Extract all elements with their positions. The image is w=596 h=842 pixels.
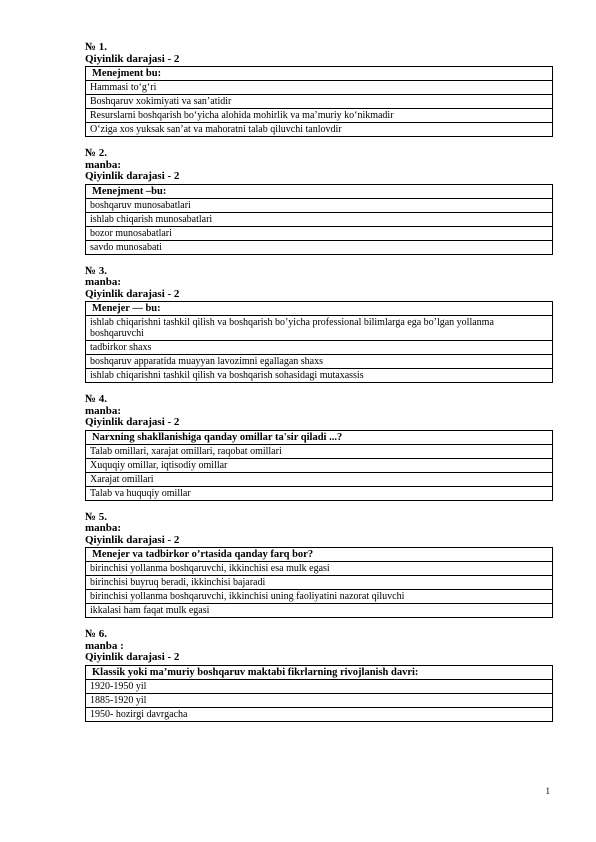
difficulty-level: Qiyinlik darajasi - 2	[85, 287, 180, 300]
answer-row	[86, 458, 553, 472]
question-block	[85, 266, 553, 384]
question-text: Klassik yoki ma’muriy boshqaruv maktabi fikrlarning rivojlanish davri:	[86, 665, 553, 679]
question-text: Menejment bu:	[86, 67, 553, 81]
page-number: 1	[545, 786, 550, 796]
question-number: № 3.	[85, 264, 108, 277]
answer-row	[86, 316, 553, 341]
question-block	[85, 148, 553, 255]
answer-option: Talab omillari, xarajat omillari, raqobat omillari	[86, 444, 553, 458]
answer-row	[86, 341, 553, 355]
question-text: Menejer va tadbirkor o’rtasida qanday farq bor?	[86, 548, 553, 562]
answer-row	[86, 226, 553, 240]
answer-row	[86, 109, 553, 123]
answer-row	[86, 123, 553, 137]
answer-option: Talab va huquqiy omillar	[86, 486, 553, 500]
answer-row	[86, 576, 553, 590]
answer-option: Xuquqiy omillar, iqtisodiy omillar	[86, 458, 553, 472]
answer-row	[86, 472, 553, 486]
question-row	[86, 67, 553, 81]
answer-option: Resurslarni boshqarish bo‘yicha alohida mohirlik va ma’muriy ko‘nikmadir	[86, 109, 553, 123]
answer-row	[86, 679, 553, 693]
question-number: № 2.	[85, 147, 108, 159]
answer-option: ishlab chiqarishni tashkil qilish va boshqarish sohasidagi mutaxassis	[86, 369, 553, 383]
answer-option: 1950- hozirgi davrgacha	[86, 707, 553, 721]
answer-row	[86, 562, 553, 576]
answer-option: Xarajat omillari	[86, 472, 553, 486]
answer-option: tadbirkor shaxs	[86, 341, 553, 355]
question-text: Menejer — bu:	[86, 302, 553, 316]
question-table	[85, 184, 553, 255]
answer-row	[86, 355, 553, 369]
question-number: № 6.	[85, 628, 108, 640]
question-table	[85, 547, 553, 618]
answer-option: ikkalasi ham faqat mulk egasi	[86, 604, 553, 618]
answer-row	[86, 240, 553, 254]
question-row	[86, 430, 553, 444]
answer-row	[86, 198, 553, 212]
question-number: № 1.	[85, 41, 108, 53]
answer-option: boshqaruv munosabatlari	[86, 198, 553, 212]
question-row	[86, 302, 553, 316]
question-row	[86, 665, 553, 679]
answer-row	[86, 604, 553, 618]
answer-option: bozor munosabatlari	[86, 226, 553, 240]
question-source: manba:	[85, 158, 122, 171]
answer-option: Hammasi to‘g‘ri	[86, 81, 553, 95]
answer-option: birinchisi buyruq beradi, ikkinchisi bajaradi	[86, 576, 553, 590]
answer-option: savdo munosabati	[86, 240, 553, 254]
difficulty-level: Qiyinlik darajasi - 2	[85, 52, 180, 65]
answer-option: birinchisi yollanma boshqaruvchi, ikkinchisi uning faoliyatini nazorat qiluvchi	[86, 590, 553, 604]
answer-option: 1920-1950 yil	[86, 679, 553, 693]
answer-row	[86, 693, 553, 707]
answer-row	[86, 81, 553, 95]
question-table	[85, 66, 553, 137]
difficulty-level: Qiyinlik darajasi - 2	[85, 416, 180, 428]
question-block	[85, 512, 553, 619]
question-table	[85, 430, 553, 501]
question-block	[85, 629, 553, 722]
answer-option: birinchisi yollanma boshqaruvchi, ikkinchisi esa mulk egasi	[86, 562, 553, 576]
difficulty-level: Qiyinlik darajasi - 2	[85, 533, 180, 546]
question-number: № 4.	[85, 393, 108, 405]
question-block	[85, 42, 553, 137]
answer-option: boshqaruv apparatida muayyan lavozimni egallagan shaxs	[86, 355, 553, 369]
answer-option: ishlab chiqarishni tashkil qilish va boshqarish bo’yicha professional bilimlarga ega bo’lgan yollanma boshqaruvchi	[86, 316, 553, 341]
difficulty-level: Qiyinlik darajasi - 2	[85, 651, 180, 663]
question-row	[86, 548, 553, 562]
question-source: manba :	[85, 639, 124, 652]
document-body	[85, 42, 553, 733]
question-source: manba:	[85, 404, 122, 417]
question-row	[86, 184, 553, 198]
question-text: Menejment –bu:	[86, 184, 553, 198]
answer-row	[86, 369, 553, 383]
answer-option: ishlab chiqarish munosabatlari	[86, 212, 553, 226]
answer-option: O‘ziga xos yuksak san’at va mahoratni talab qiluvchi tanlovdir	[86, 123, 553, 137]
answer-row	[86, 486, 553, 500]
answer-row	[86, 444, 553, 458]
answer-option: Boshqaruv xokimiyati va san’atidir	[86, 95, 553, 109]
question-number: № 5.	[85, 510, 108, 523]
question-table	[85, 301, 553, 383]
question-source: manba:	[85, 276, 122, 288]
question-source: manba:	[85, 522, 122, 534]
answer-row	[86, 95, 553, 109]
answer-option: 1885-1920 yil	[86, 693, 553, 707]
question-table	[85, 665, 553, 722]
answer-row	[86, 590, 553, 604]
answer-row	[86, 212, 553, 226]
question-block	[85, 394, 553, 501]
difficulty-level: Qiyinlik darajasi - 2	[85, 170, 180, 182]
question-text: Narxning shakllanishiga qanday omillar ta'sir qiladi ...?	[86, 430, 553, 444]
answer-row	[86, 707, 553, 721]
